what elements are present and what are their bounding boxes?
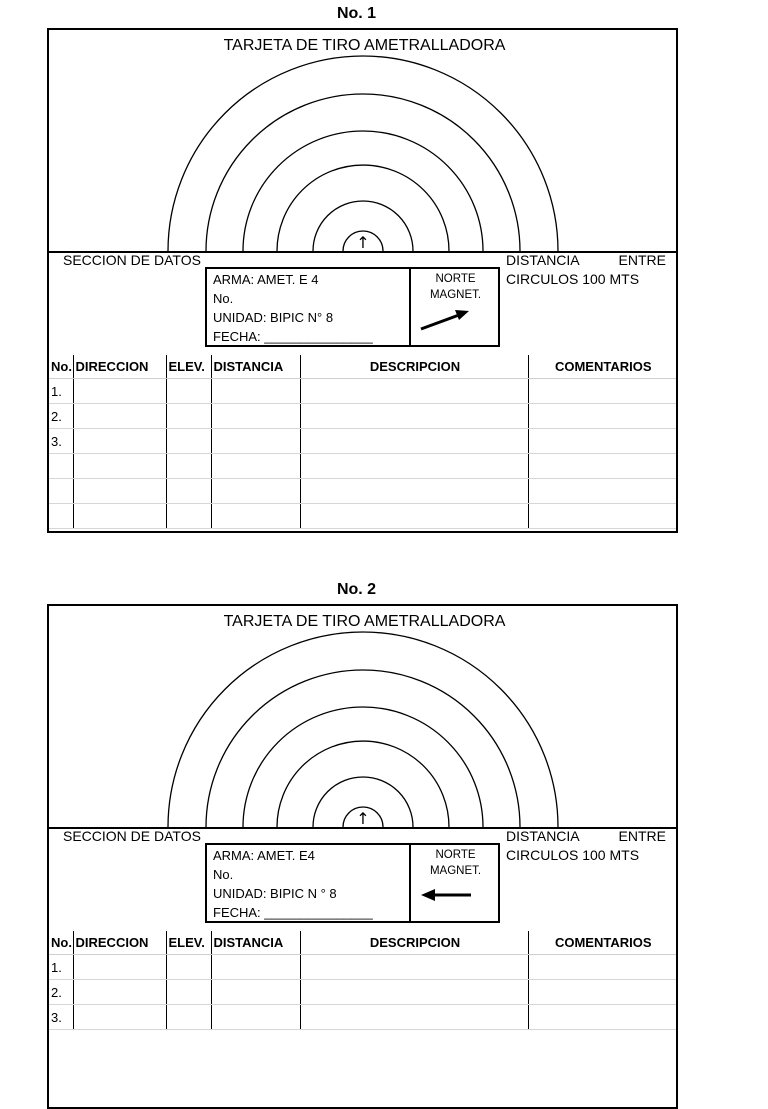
arrow-head xyxy=(455,310,469,320)
table-row xyxy=(49,1005,676,1030)
distance-label: DISTANCIA xyxy=(506,828,580,844)
table-cell xyxy=(300,504,528,529)
north-arrow-icon xyxy=(419,881,479,909)
table-row xyxy=(49,379,676,404)
table-cell xyxy=(528,404,676,429)
circle-spacing-label: CIRCULOS 100 MTS xyxy=(506,271,640,287)
table-cell xyxy=(528,379,676,404)
center-arrow-icon: ↑ xyxy=(356,233,370,252)
weapon-field: ARMA: AMET. E4 xyxy=(213,848,315,863)
table-cell xyxy=(166,479,211,504)
table-cell xyxy=(211,1005,300,1030)
table-cell xyxy=(166,454,211,479)
card-title: TARJETA DE TIRO AMETRALLADORA xyxy=(223,613,506,630)
table-cell xyxy=(300,479,528,504)
range-circles-diagram xyxy=(49,30,676,254)
firing-card xyxy=(47,604,678,1109)
table-header-row xyxy=(49,931,676,955)
weapon-field: ARMA: AMET. E 4 xyxy=(213,272,319,287)
column-header: COMENTARIOS xyxy=(528,931,676,955)
row-number: 2. xyxy=(49,404,73,429)
card-number-label: No. 2 xyxy=(336,581,377,598)
row-number xyxy=(49,479,73,504)
table-cell xyxy=(166,980,211,1005)
table-cell xyxy=(73,454,166,479)
range-circle xyxy=(206,94,520,251)
weapon-data-box xyxy=(205,267,500,347)
north-label: NORTE xyxy=(435,273,476,285)
table-cell xyxy=(211,504,300,529)
range-circle xyxy=(168,56,558,251)
arrow-shaft xyxy=(421,315,459,329)
table-body xyxy=(49,955,676,1030)
table-cell xyxy=(73,379,166,404)
between-label: ENTRE xyxy=(618,828,666,844)
column-header: No. xyxy=(49,931,73,955)
circle-distance-note xyxy=(506,827,666,865)
table-cell xyxy=(211,955,300,980)
north-label: NORTE xyxy=(435,849,476,861)
table-cell xyxy=(211,479,300,504)
table-cell xyxy=(528,479,676,504)
distance-label: DISTANCIA xyxy=(506,252,580,268)
table-cell xyxy=(528,504,676,529)
firing-card xyxy=(47,28,678,533)
table-cell xyxy=(300,955,528,980)
column-header: DISTANCIA xyxy=(211,931,300,955)
table-cell xyxy=(300,429,528,454)
table-cell xyxy=(166,955,211,980)
column-header: COMENTARIOS xyxy=(528,355,676,379)
table-row xyxy=(49,955,676,980)
row-number: 1. xyxy=(49,955,73,980)
column-header: DIRECCION xyxy=(73,355,166,379)
magnetic-north-label xyxy=(413,271,498,303)
row-number xyxy=(49,454,73,479)
table-cell xyxy=(300,379,528,404)
table-cell xyxy=(73,479,166,504)
column-header: No. xyxy=(49,355,73,379)
column-header: DIRECCION xyxy=(73,931,166,955)
unit-field: UNIDAD: BIPIC N° 8 xyxy=(213,310,334,325)
databox-divider xyxy=(409,269,411,345)
range-circle xyxy=(168,632,558,827)
table-cell xyxy=(211,429,300,454)
row-number: 3. xyxy=(49,429,73,454)
magnetic-label: MAGNET. xyxy=(429,865,482,877)
table-cell xyxy=(211,404,300,429)
table-cell xyxy=(211,980,300,1005)
databox-divider xyxy=(409,845,411,921)
table-cell xyxy=(528,955,676,980)
table-row xyxy=(49,980,676,1005)
range-circle xyxy=(206,670,520,827)
table-row xyxy=(49,479,676,504)
number-field: No. xyxy=(213,291,234,306)
row-number: 3. xyxy=(49,1005,73,1030)
table-cell xyxy=(300,404,528,429)
magnetic-north-label xyxy=(413,847,498,879)
arrow-head xyxy=(421,889,435,901)
column-header: DESCRIPCION xyxy=(300,355,528,379)
date-field: FECHA: _______________ xyxy=(213,329,373,344)
column-header: ELEV. xyxy=(166,931,211,955)
table-row xyxy=(49,504,676,529)
table-cell xyxy=(166,1005,211,1030)
table-cell xyxy=(166,504,211,529)
table-cell xyxy=(528,980,676,1005)
column-header: ELEV. xyxy=(166,355,211,379)
row-number: 2. xyxy=(49,980,73,1005)
table-row xyxy=(49,454,676,479)
weapon-data-box xyxy=(205,843,500,923)
target-table xyxy=(49,355,676,529)
table-row xyxy=(49,404,676,429)
data-section-label: SECCION DE DATOS xyxy=(63,828,201,844)
date-field: FECHA: _______________ xyxy=(213,905,373,920)
circle-spacing-label: CIRCULOS 100 MTS xyxy=(506,847,640,863)
range-circles-diagram xyxy=(49,606,676,830)
table-cell xyxy=(166,379,211,404)
table-cell xyxy=(528,1005,676,1030)
table-cell xyxy=(73,404,166,429)
table-cell xyxy=(528,454,676,479)
table-cell xyxy=(73,429,166,454)
table-cell xyxy=(211,454,300,479)
table-cell xyxy=(73,980,166,1005)
table-cell xyxy=(300,1005,528,1030)
table-cell xyxy=(73,955,166,980)
between-label: ENTRE xyxy=(618,252,666,268)
table-cell xyxy=(528,429,676,454)
table-cell xyxy=(166,404,211,429)
data-section-label: SECCION DE DATOS xyxy=(63,252,201,268)
circle-distance-note xyxy=(506,251,666,289)
table-cell xyxy=(73,504,166,529)
column-header: DESCRIPCION xyxy=(300,931,528,955)
column-header: DISTANCIA xyxy=(211,355,300,379)
table-body xyxy=(49,379,676,529)
unit-field: UNIDAD: BIPIC N ° 8 xyxy=(213,886,337,901)
table-cell xyxy=(211,379,300,404)
number-field: No. xyxy=(213,867,234,882)
table-cell xyxy=(300,980,528,1005)
table-header-row xyxy=(49,355,676,379)
card-number-label: No. 1 xyxy=(336,5,377,22)
table-row xyxy=(49,429,676,454)
magnetic-label: MAGNET. xyxy=(429,289,482,301)
table-cell xyxy=(73,1005,166,1030)
target-table xyxy=(49,931,676,1030)
row-number xyxy=(49,504,73,529)
table-cell xyxy=(166,429,211,454)
card-title: TARJETA DE TIRO AMETRALLADORA xyxy=(223,37,506,54)
center-arrow-icon: ↑ xyxy=(356,809,370,828)
row-number: 1. xyxy=(49,379,73,404)
north-arrow-icon xyxy=(419,305,479,333)
table-cell xyxy=(300,454,528,479)
